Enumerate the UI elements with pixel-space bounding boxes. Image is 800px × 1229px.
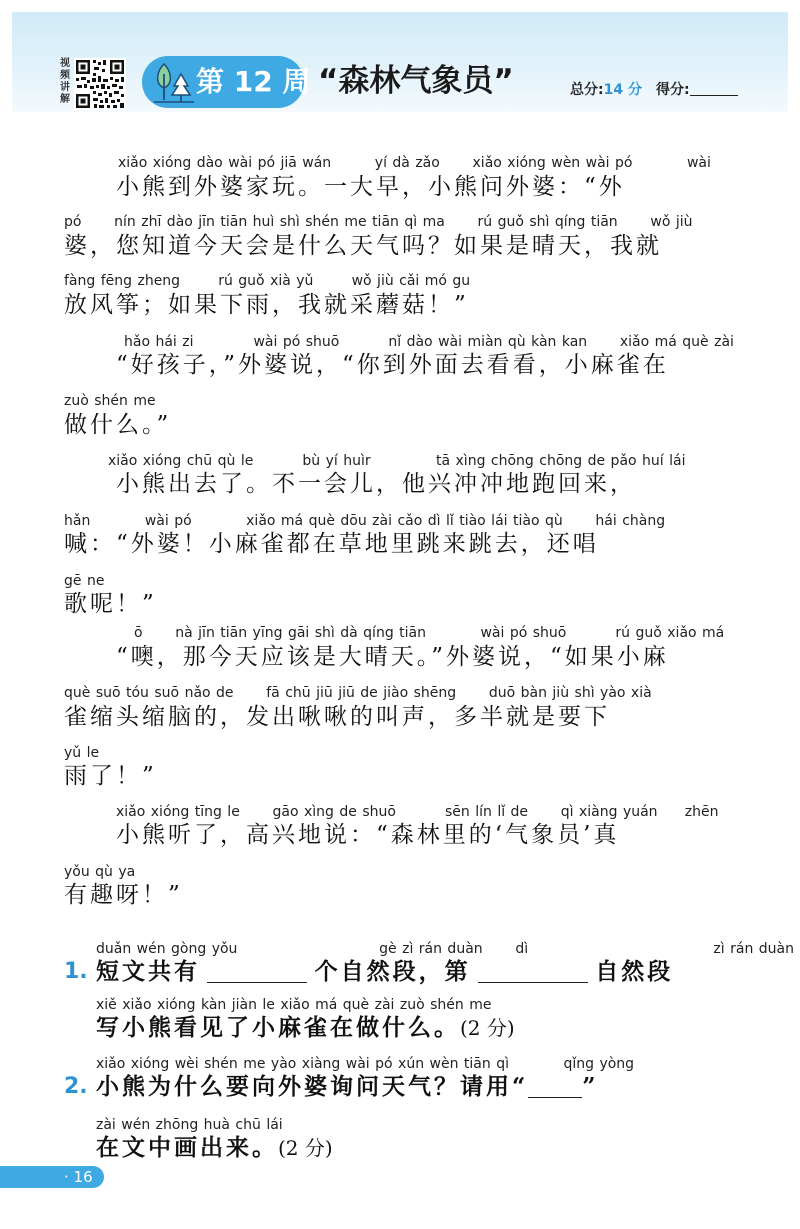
pinyin-line: xiǎo xióng tīng le gāo xìng de shuō sēn lín lǐ de qì xiàng yuán zhēn [116, 804, 719, 820]
question-points: (2 分) [460, 1016, 515, 1040]
story-line: 小熊出去了。不一会儿，他兴冲冲地跑回来， [116, 471, 636, 497]
pinyin-line: yǒu qù ya [64, 864, 136, 880]
question-text: 短文共有 [96, 958, 200, 985]
question-text: 写小熊看见了小麻雀在做什么。 [96, 1014, 460, 1041]
question-pinyin: xiǎo xióng wèi shén me yào xiàng wài pó xún wèn tiān qì qǐng yòng [96, 1056, 635, 1072]
story-line: 雀缩头缩脑的，发出啾啾的叫声，多半就是要下 [64, 704, 610, 730]
pinyin-line: hǎn wài pó xiǎo má què dōu zài cǎo dì lǐ tiào lái tiào qù hái chàng [64, 513, 666, 529]
pinyin-line: yǔ le [64, 745, 100, 761]
question-1-line [96, 957, 673, 987]
pinyin-line: pó nín zhī dào jīn tiān huì shì shén me tiān qì ma rú guǒ shì qíng tiān wǒ jiù [64, 214, 693, 230]
pinyin-line: xiǎo xióng chū qù le bù yí huìr tā xìng chōng chōng de pǎo huí lái [108, 453, 686, 469]
qr-code-icon[interactable] [74, 58, 126, 110]
qr-label-char: 频 [60, 70, 70, 81]
answer-blank[interactable] [207, 958, 307, 983]
pinyin-line: fàng fēng zheng rú guǒ xià yǔ wǒ jiù cǎi mó gu [64, 273, 471, 289]
week-label: 第 12 周 [196, 65, 311, 98]
question-number: 2. [64, 1074, 88, 1099]
pinyin-line: zuò shén me [64, 393, 156, 409]
total-value: 14 分 [603, 82, 642, 98]
story-line: 放风筝；如果下雨，我就采蘑菇！” [64, 292, 469, 318]
question-text: 自然段 [595, 958, 674, 985]
story-line: 有趣呀！” [64, 882, 183, 908]
question-2-line-2 [96, 1133, 333, 1163]
pinyin-line: xiǎo xióng dào wài pó jiā wán yí dà zǎo xiǎo xióng wèn wài pó wài [118, 155, 711, 171]
story-line: 雨了！” [64, 763, 157, 789]
story-line: 婆，您知道今天会是什么天气吗？如果是晴天，我就 [64, 233, 662, 259]
question-2-line [96, 1072, 598, 1102]
pinyin-line: què suō tóu suō nǎo de fā chū jiū jiū de jiào shēng duō bàn jiù shì yào xià [64, 685, 652, 701]
score-label: 得分: [655, 82, 690, 98]
pinyin-line: gē ne [64, 573, 105, 589]
question-number: 1. [64, 959, 88, 984]
story-line: “好孩子，”外婆说，“你到外面去看看，小麻雀在 [116, 352, 669, 378]
qr-label-char: 视 [60, 58, 70, 69]
story-line: 小熊听了，高兴地说：“森林里的‘气象员’真 [116, 822, 620, 848]
qr-label-char: 讲 [60, 82, 70, 93]
score-blank[interactable] [690, 81, 738, 96]
total-label: 总分: [570, 82, 604, 98]
question-pinyin: xiě xiǎo xióng kàn jiàn le xiǎo má què zài zuò shén me [96, 997, 492, 1013]
score-box [570, 81, 738, 99]
question-pinyin: duǎn wén gòng yǒu gè zì rán duàn dì zì rán duàn [96, 941, 794, 957]
question-text: 在文中画出来。 [96, 1134, 278, 1161]
question-text: 个自然段，第 [314, 958, 471, 985]
video-lecture-label [60, 58, 72, 106]
story-line: 小熊到外婆家玩。一大早，小熊问外婆：“外 [116, 174, 625, 200]
story-line: 喊：“外婆！小麻雀都在草地里跳来跳去，还唱 [64, 531, 599, 557]
question-text: ” [582, 1073, 599, 1100]
qr-label-char: 解 [60, 94, 70, 105]
question-pinyin: zài wén zhōng huà chū lái [96, 1117, 283, 1133]
page-number: · 16 [64, 1168, 93, 1186]
page-title: “森林气象员” [318, 63, 514, 99]
pinyin-line: hǎo hái zi wài pó shuō nǐ dào wài miàn qù kàn kan xiǎo má què zài [124, 334, 734, 350]
story-line: 做什么。” [64, 412, 172, 438]
answer-blank[interactable] [528, 1073, 582, 1098]
question-text: 小熊为什么要向外婆询问天气？请用“ [96, 1073, 529, 1100]
answer-blank[interactable] [478, 958, 588, 983]
tree-icon [150, 60, 198, 106]
story-line: 歌呢！” [64, 591, 157, 617]
question-points: (2 分) [278, 1136, 333, 1160]
question-1-line-2 [96, 1013, 515, 1043]
pinyin-line: ō nà jīn tiān yīng gāi shì dà qíng tiān wài pó shuō rú guǒ xiǎo má [134, 625, 725, 641]
story-line: “噢，那今天应该是大晴天。”外婆说，“如果小麻 [116, 644, 669, 670]
